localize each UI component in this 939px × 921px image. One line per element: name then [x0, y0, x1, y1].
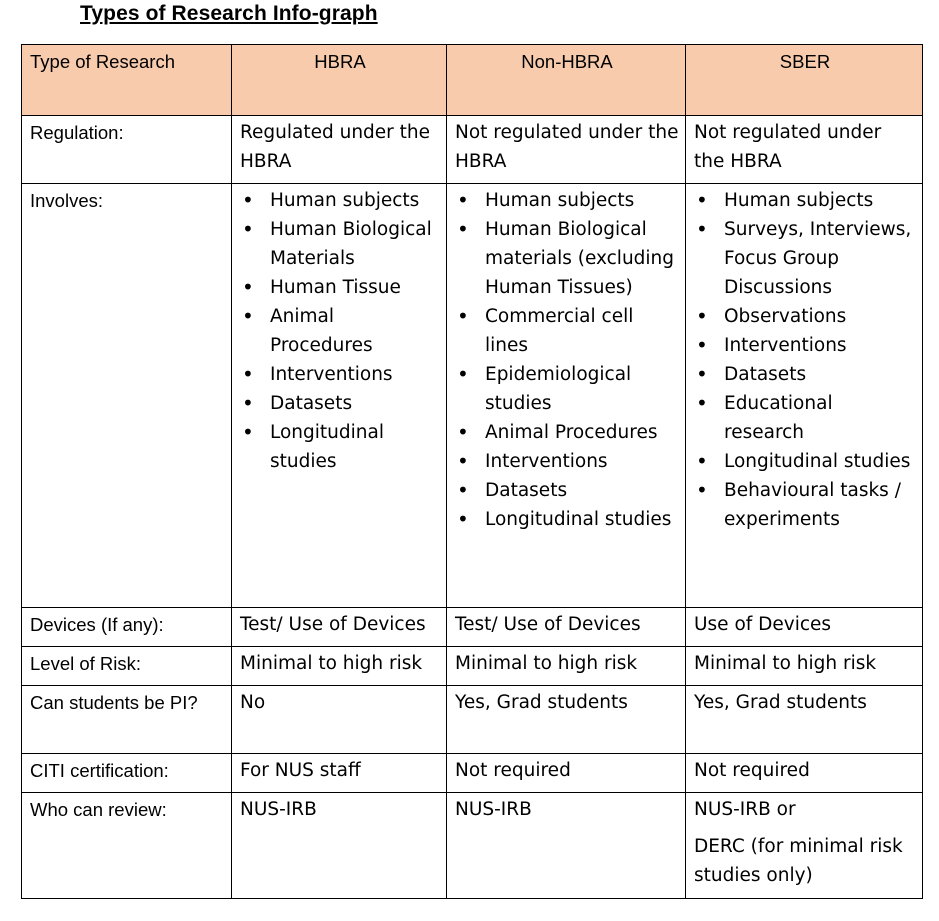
list-item: • Longitudinal studies	[455, 505, 679, 534]
label-students: Can students be PI?	[22, 686, 232, 754]
cell-regulation-non-hbra: Not regulated under the HBRA	[447, 116, 686, 184]
label-involves: Involves:	[22, 184, 232, 608]
cell-citi-hbra: For NUS staff	[232, 754, 447, 793]
list-item: • Longitudinal studies	[694, 447, 916, 476]
cell-risk-sber: Minimal to high risk	[686, 647, 923, 686]
cell-risk-non-hbra: Minimal to high risk	[447, 647, 686, 686]
row-students	[22, 686, 923, 754]
list-item: • Epidemiological studies	[455, 360, 679, 418]
cell-regulation-sber: Not regulated under the HBRA	[686, 116, 923, 184]
label-risk: Level of Risk:	[22, 647, 232, 686]
page-title: Types of Research Info-graph	[80, 2, 378, 25]
row-citi	[22, 754, 923, 793]
row-regulation	[22, 116, 923, 184]
involves-sber-list	[694, 186, 916, 534]
list-item: • Interventions	[455, 447, 679, 476]
cell-students-hbra: No	[232, 686, 447, 754]
row-involves	[22, 184, 923, 608]
list-item: • Human subjects	[455, 186, 679, 215]
cell-review-sber	[686, 793, 923, 899]
cell-devices-hbra: Test/ Use of Devices	[232, 608, 447, 647]
label-devices: Devices (If any):	[22, 608, 232, 647]
list-item: • Human Biological Materials	[240, 215, 440, 273]
row-review	[22, 793, 923, 899]
list-item: • Educational research	[694, 389, 916, 447]
review-sber-line2: DERC (for minimal risk studies only)	[694, 836, 903, 886]
cell-devices-non-hbra: Test/ Use of Devices	[447, 608, 686, 647]
cell-regulation-hbra: Regulated under the HBRA	[232, 116, 447, 184]
header-hbra: HBRA	[232, 45, 447, 116]
cell-involves-sber	[686, 184, 923, 608]
list-item: • Commercial cell lines	[455, 302, 679, 360]
cell-involves-hbra	[232, 184, 447, 608]
involves-hbra-list	[240, 186, 440, 476]
list-item: • Datasets	[694, 360, 916, 389]
list-item: • Human subjects	[694, 186, 916, 215]
cell-risk-hbra: Minimal to high risk	[232, 647, 447, 686]
list-item: • Human subjects	[240, 186, 440, 215]
label-citi: CITI certification:	[22, 754, 232, 793]
header-non-hbra: Non-HBRA	[447, 45, 686, 116]
list-item: • Animal Procedures	[455, 418, 679, 447]
list-item: • Animal Procedures	[240, 302, 440, 360]
label-review: Who can review:	[22, 793, 232, 899]
cell-devices-sber: Use of Devices	[686, 608, 923, 647]
header-row	[22, 45, 923, 116]
list-item: • Datasets	[455, 476, 679, 505]
cell-citi-sber: Not required	[686, 754, 923, 793]
row-devices	[22, 608, 923, 647]
cell-review-hbra: NUS-IRB	[232, 793, 447, 899]
list-item: • Human Biological materials (excluding Human Tissues)	[455, 215, 679, 302]
cell-review-non-hbra: NUS-IRB	[447, 793, 686, 899]
involves-non-hbra-list	[455, 186, 679, 534]
cell-students-sber: Yes, Grad students	[686, 686, 923, 754]
cell-citi-non-hbra: Not required	[447, 754, 686, 793]
list-item: • Observations	[694, 302, 916, 331]
list-item: • Human Tissue	[240, 273, 440, 302]
cell-involves-non-hbra	[447, 184, 686, 608]
list-item: • Behavioural tasks / experiments	[694, 476, 916, 534]
research-types-table	[21, 44, 923, 899]
header-sber: SBER	[686, 45, 923, 116]
label-regulation: Regulation:	[22, 116, 232, 184]
row-risk	[22, 647, 923, 686]
list-item: • Surveys, Interviews, Focus Group Discussions	[694, 215, 916, 302]
cell-students-non-hbra: Yes, Grad students	[447, 686, 686, 754]
list-item: • Datasets	[240, 389, 440, 418]
list-item: • Longitudinal studies	[240, 418, 440, 476]
review-sber-line1: NUS-IRB or	[694, 799, 796, 820]
list-item: • Interventions	[694, 331, 916, 360]
list-item: • Interventions	[240, 360, 440, 389]
header-type-of-research: Type of Research	[22, 45, 232, 116]
